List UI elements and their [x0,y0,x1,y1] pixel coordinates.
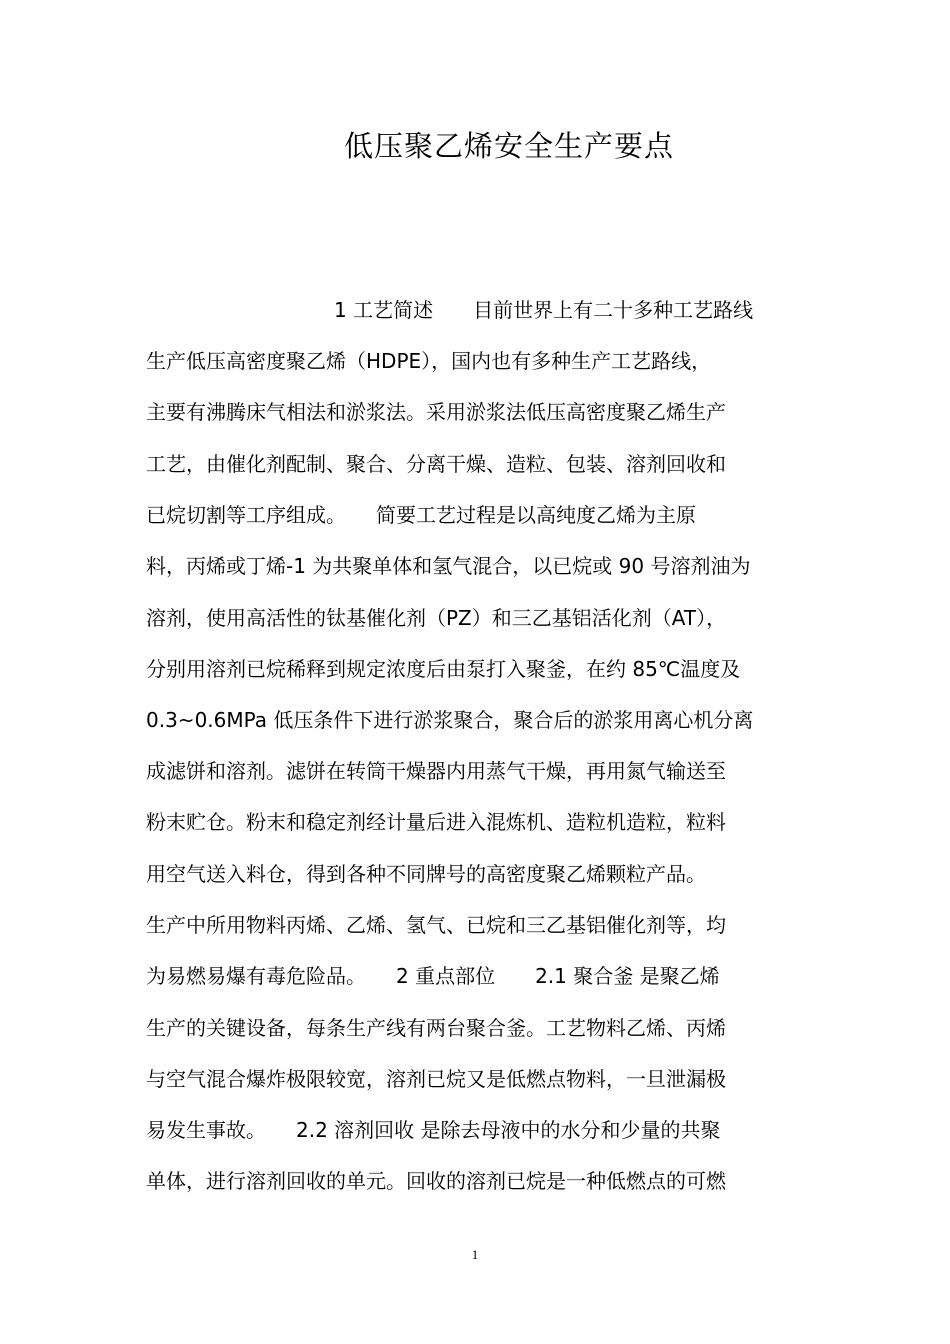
page-number: 1 [471,1247,479,1262]
body-line: 生产低压高密度聚乙烯（HDPE），国内也有多种生产工艺路线， [146,349,712,373]
body-line: 成滤饼和溶剂。滤饼在转筒干燥器内用蒸气干燥，再用氮气输送至 [146,759,726,783]
body-line: 单体，进行溶剂回收的单元。回收的溶剂已烷是一种低燃点的可燃 [146,1169,726,1193]
body-line: 粉末贮仓。粉末和稳定剂经计量后进入混炼机、造粒机造粒，粒料 [146,810,726,834]
body-line: 与空气混合爆炸极限较宽，溶剂已烷又是低燃点物料，一旦泄漏极 [146,1067,726,1091]
body-line: 溶剂，使用高活性的钛基催化剂（PZ）和三乙基铝活化剂（AT）， [146,606,727,630]
body-line: 料，丙烯或丁烯-1 为共聚单体和氢气混合，以已烷或 90 号溶剂油为 [146,554,751,578]
body-line: 生产中所用物料丙烯、乙烯、氢气、已烷和三乙基铝催化剂等，均 [146,913,726,937]
body-line: 生产的关键设备，每条生产线有两台聚合釜。工艺物料乙烯、丙烯 [146,1016,726,1040]
body-line: 0.3~0.6MPa 低压条件下进行淤浆聚合，聚合后的淤浆用离心机分离 [146,708,754,732]
body-line: 易发生事故。 2.2 溶剂回收 是除去母液中的水分和少量的共聚 [146,1118,721,1142]
body-line: 主要有沸腾床气相法和淤浆法。采用淤浆法低压高密度聚乙烯生产 [146,400,726,424]
body-line: 已烷切割等工序组成。 简要工艺过程是以高纯度乙烯为主原 [146,503,696,527]
document-title: 低压聚乙烯安全生产要点 [343,129,674,163]
body-line: 用空气送入料仓，得到各种不同牌号的高密度聚乙烯颗粒产品。 [146,862,706,886]
body-line: 1 工艺简述 目前世界上有二十多种工艺路线 [334,298,754,322]
body-line: 工艺，由催化剂配制、聚合、分离干燥、造粒、包装、溶剂回收和 [146,452,726,476]
body-line: 分别用溶剂已烷稀释到规定浓度后由泵打入聚釜，在约 85℃温度及 [146,657,741,681]
body-line: 为易燃易爆有毒危险品。 2 重点部位 2.1 聚合釜 是聚乙烯 [146,964,720,988]
